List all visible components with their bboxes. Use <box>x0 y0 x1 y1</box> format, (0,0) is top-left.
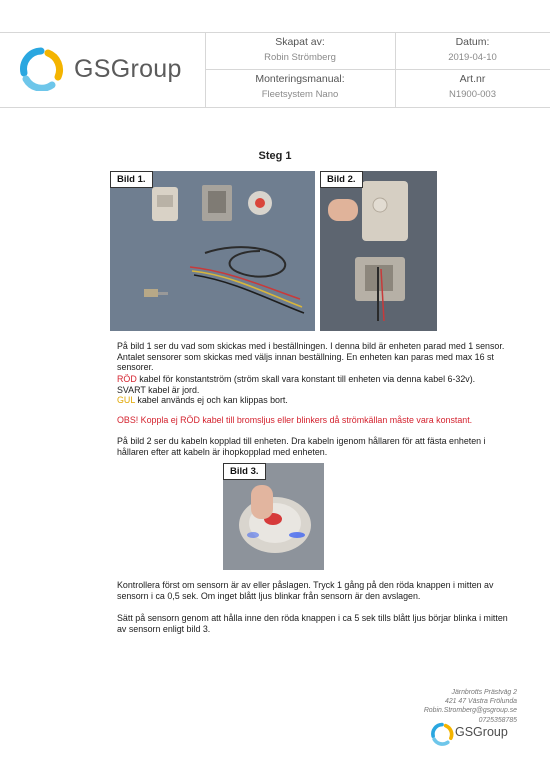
paragraph-bild-2: På bild 2 ser du kabeln kopplad till enheten. Dra kabeln igenom hållaren för att fästa enheten i hållaren efter att kabeln är ihopkopplad med enheten. <box>117 436 486 457</box>
date-cell <box>395 36 550 63</box>
photo-bild-3 <box>223 463 324 570</box>
address-line-2: 421 47 Västra Frölunda <box>444 698 517 706</box>
manual-label: Monteringsmanual: <box>255 73 345 85</box>
black-cable-line: SVART kabel är jord. <box>117 384 200 395</box>
bild-2-label: Bild 2. <box>320 171 363 188</box>
manual-value: Fleetsystem Nano <box>261 89 339 100</box>
paragraph-check-sensor: Kontrollera först om sensorn är av eller påslagen. Tryck 1 gång på den röda knappen i mitten av sensorn i ca 0,5 sek. Om inget blått ljus blinkar från sensorn är den avslagen. <box>117 580 494 601</box>
product-kit-illustration <box>110 171 315 331</box>
address-line-1: Järnbrotts Prästväg 2 <box>451 689 517 696</box>
footer-logo-text: GSGroup <box>455 725 508 739</box>
yellow-cable-line <box>117 395 517 406</box>
yellow-cable-text: kabel används ej och kan klippas bort. <box>134 395 288 406</box>
artnr-value: N1900-003 <box>448 89 496 100</box>
yellow-word: GUL <box>117 395 135 406</box>
phone-text: 0725358785 <box>478 716 517 724</box>
warning-text: OBS! Koppla ej RÖD kabel till bromsljus eller blinkers då strömkällan måste vara konstant. <box>117 415 473 425</box>
bild-3-label: Bild 3. <box>223 463 266 480</box>
red-word: RÖD <box>117 374 137 384</box>
divider <box>205 69 550 70</box>
device-in-holder-illustration <box>320 171 437 331</box>
paragraph-turn-on-sensor: Sätt på sensorn genom att hålla inne den röda knappen i ca 5 sek tills blått ljus börjar blinka i mitten av sensorn enligt bild 3. <box>117 613 508 634</box>
cable-descriptions <box>117 374 517 406</box>
footer-logo-mark-icon <box>430 722 454 746</box>
red-cable-line <box>117 374 517 385</box>
artnr-label: Art.nr <box>459 73 486 85</box>
document-header <box>0 32 550 108</box>
photo-bild-2 <box>320 171 437 331</box>
email-text: Robin.Stromberg@gsgroup.se <box>423 707 517 715</box>
manual-cell <box>205 73 395 100</box>
created-by-value: Robin Strömberg <box>264 52 336 63</box>
red-cable-text: kabel för konstantström (ström skall vara konstant till enheten via denna kabel 6-32v). <box>136 374 476 384</box>
bild-1-label: Bild 1. <box>110 171 153 188</box>
photo-bild-1 <box>110 171 315 331</box>
logo-mark-icon <box>18 47 64 91</box>
created-by-label: Skapat av: <box>275 36 325 48</box>
logo-text: GSGroup <box>74 55 182 83</box>
date-value: 2019-04-10 <box>448 52 497 63</box>
gsgroup-logo <box>18 47 198 91</box>
date-label: Datum: <box>455 36 490 48</box>
step-title: Steg 1 <box>258 150 292 162</box>
paragraph-intro: På bild 1 ser du vad som skickas med i beställningen. I denna bild är enheten parad med 1 sensor. Antalet sensorer som skickas med väljs innan beställning. En enheten kan paras med max 16 st sensorer. <box>117 341 505 373</box>
footer-logo <box>430 722 520 746</box>
artnr-cell <box>395 73 550 100</box>
footer-address <box>424 688 517 725</box>
created-by-cell <box>205 36 395 63</box>
